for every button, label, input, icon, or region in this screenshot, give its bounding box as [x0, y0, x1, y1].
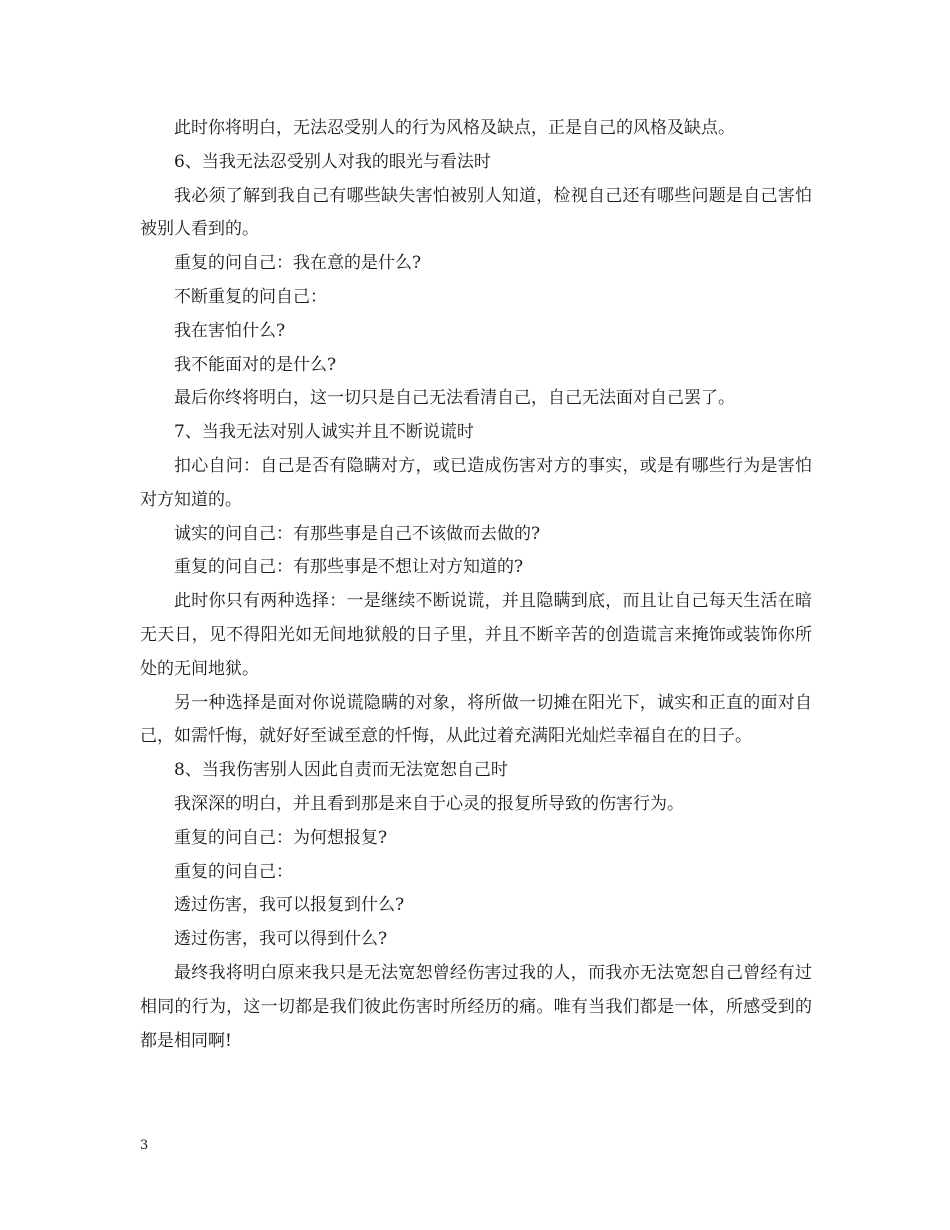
section-heading-6: 6、当我无法忍受别人对我的眼光与看法时 — [174, 151, 491, 172]
paragraph: 重复的问自己：我在意的是什么? — [174, 253, 422, 274]
section-heading-7: 7、当我无法对别人诚实并且不断说谎时 — [174, 422, 474, 443]
paragraph: 我必须了解到我自己有哪些缺失害怕被别人知道，检视自己还有哪些问题是自己害怕被别人看到的。 — [140, 185, 812, 240]
section-heading-8: 8、当我伤害别人因此自责而无法宽恕自己时 — [174, 760, 508, 781]
paragraph: 重复的问自己： — [174, 861, 293, 882]
paragraph: 此时你只有两种选择：一是继续不断说谎，并且隐瞒到底，而且让自己每天生活在暗无天日，见不得阳光如无间地狱般的日子里，并且不断辛苦的创造谎言来掩饰或装饰你所处的无间地狱。 — [140, 591, 812, 679]
paragraph: 我不能面对的是什么? — [174, 354, 337, 375]
paragraph: 最终我将明白原来我只是无法宽恕曾经伤害过我的人，而我亦无法宽恕自己曾经有过相同的行为，这一切都是我们彼此伤害时所经历的痛。唯有当我们都是一体，所感受到的都是相同啊! — [140, 962, 812, 1051]
paragraph: 重复的问自己：有那些事是不想让对方知道的? — [174, 557, 524, 578]
paragraph: 我深深的明白，并且看到那是来自于心灵的报复所导致的伤害行为。 — [174, 793, 684, 814]
paragraph: 扣心自问：自己是否有隐瞒对方，或已造成伤害对方的事实，或是有哪些行为是害怕对方知道的。 — [140, 455, 812, 510]
paragraph: 诚实的问自己：有那些事是自己不该做而去做的? — [174, 523, 541, 544]
paragraph: 此时你将明白，无法忍受别人的行为风格及缺点，正是自己的风格及缺点。 — [174, 118, 735, 138]
paragraph: 透过伤害，我可以得到什么? — [174, 929, 388, 950]
paragraph: 不断重复的问自己： — [174, 286, 327, 307]
paragraph: 透过伤害，我可以报复到什么? — [174, 895, 405, 916]
page-body — [140, 112, 812, 1058]
paragraph: 另一种选择是面对你说谎隐瞒的对象，将所做一切摊在阳光下，诚实和正直的面对自己，如需忏悔，就好好至诚至意的忏悔，从此过着充满阳光灿烂幸福自在的日子。 — [140, 692, 812, 747]
paragraph: 最后你终将明白，这一切只是自己无法看清自己，自己无法面对自己罢了。 — [174, 388, 735, 409]
paragraph: 重复的问自己：为何想报复? — [174, 827, 388, 848]
page-number: 3 — [140, 1138, 149, 1153]
paragraph: 我在害怕什么? — [174, 320, 286, 341]
